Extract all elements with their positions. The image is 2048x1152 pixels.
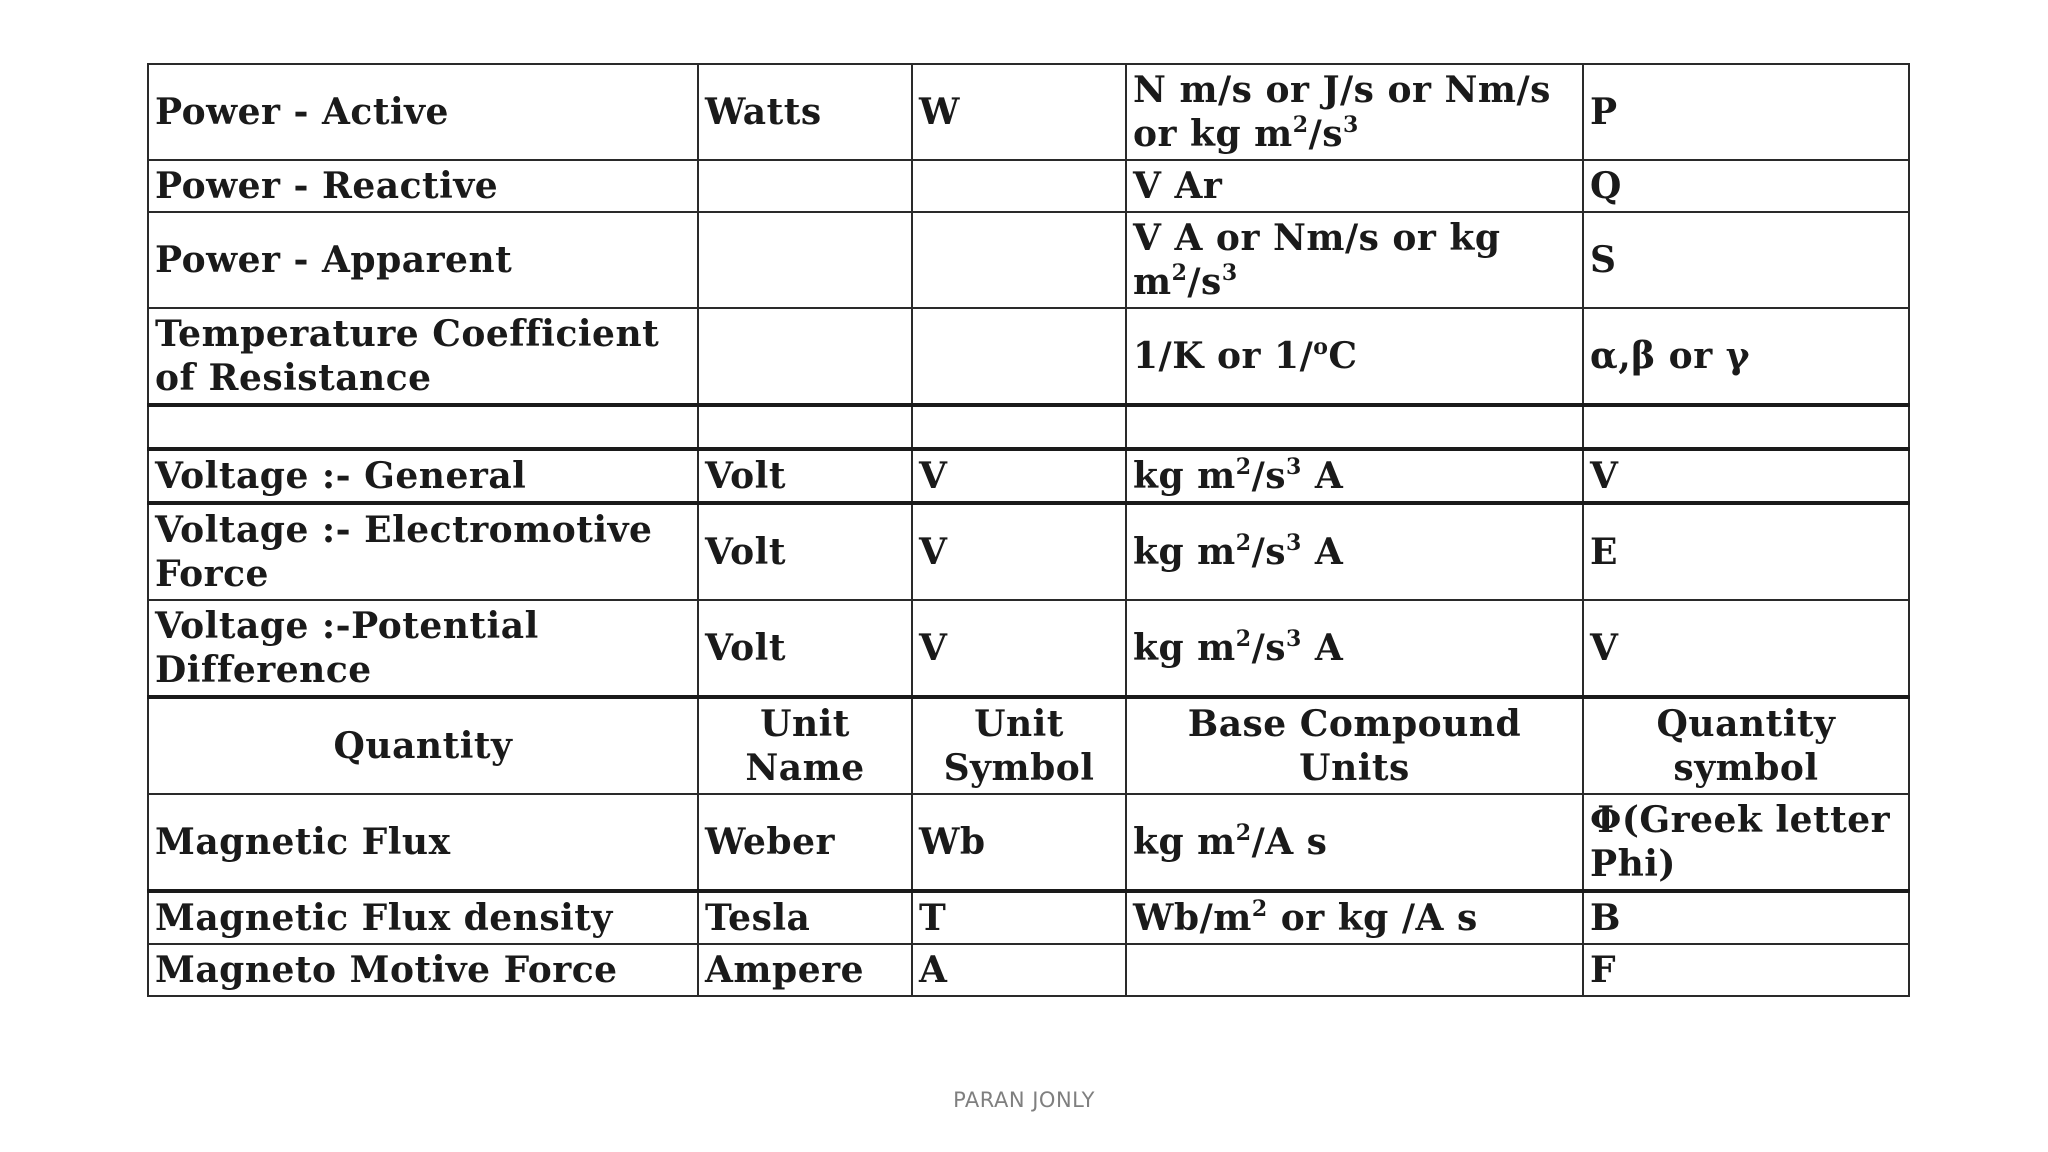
text-run: C: [1328, 335, 1358, 377]
superscript: 3: [1285, 454, 1302, 480]
unit-name-cell: Tesla: [698, 891, 912, 944]
quantity-cell: Quantity: [148, 697, 698, 794]
quantity-cell: Voltage :- General: [148, 449, 698, 503]
units-table-body: [148, 64, 1909, 996]
text-run: V A or Nm/s or kg: [1133, 217, 1501, 259]
text-run: A: [1301, 627, 1344, 669]
unit-name-cell: Weber: [698, 794, 912, 891]
text-run: /s: [1251, 531, 1286, 573]
unit-symbol-cell: V: [912, 449, 1126, 503]
superscript: 2: [1292, 112, 1309, 138]
table-row: [148, 891, 1909, 944]
quantity-cell: Power - Apparent: [148, 212, 698, 308]
quantity-cell: Power - Reactive: [148, 160, 698, 212]
table-header-row: [148, 697, 1909, 794]
base-units-cell: [1126, 600, 1583, 697]
superscript: 2: [1235, 820, 1252, 846]
unit-symbol-cell: V: [912, 600, 1126, 697]
superscript: 2: [1235, 530, 1252, 556]
base-units-cell: [1126, 449, 1583, 503]
superscript: 3: [1285, 626, 1302, 652]
superscript: 2: [1171, 260, 1188, 286]
base-units-cell: [1126, 160, 1583, 212]
unit-name-cell: Unit Name: [698, 697, 912, 794]
text-run: /s: [1308, 113, 1343, 155]
unit-name-cell: [698, 160, 912, 212]
quantity-symbol-cell: V: [1583, 449, 1909, 503]
unit-symbol-cell: V: [912, 503, 1126, 600]
text-run: kg m: [1133, 455, 1236, 497]
text-run: Wb/m: [1133, 897, 1252, 939]
unit-symbol-cell: [912, 308, 1126, 405]
superscript: 2: [1235, 626, 1252, 652]
table-row: [148, 449, 1909, 503]
table-row: [148, 600, 1909, 697]
unit-name-cell: Ampere: [698, 944, 912, 996]
table-row: [148, 308, 1909, 405]
quantity-cell: Temperature Coefficient of Resistance: [148, 308, 698, 405]
unit-name-cell: [698, 405, 912, 449]
unit-symbol-cell: A: [912, 944, 1126, 996]
quantity-cell: Magnetic Flux density: [148, 891, 698, 944]
unit-symbol-cell: Unit Symbol: [912, 697, 1126, 794]
unit-symbol-cell: [912, 160, 1126, 212]
superscript: 3: [1221, 260, 1238, 286]
units-table: [147, 63, 1910, 997]
quantity-cell: Voltage :-Potential Difference: [148, 600, 698, 697]
text-run: N m/s or J/s or Nm/s: [1133, 69, 1551, 111]
unit-symbol-cell: [912, 405, 1126, 449]
quantity-symbol-cell: Quantity symbol: [1583, 697, 1909, 794]
unit-name-cell: [698, 308, 912, 405]
quantity-symbol-cell: S: [1583, 212, 1909, 308]
quantity-symbol-cell: [1583, 405, 1909, 449]
table-row: [148, 405, 1909, 449]
base-units-cell: [1126, 64, 1583, 160]
text-run: or kg /A s: [1267, 897, 1478, 939]
text-run: kg m: [1133, 627, 1236, 669]
table-row: [148, 944, 1909, 996]
text-run: or kg m: [1133, 113, 1293, 155]
base-units-cell: [1126, 503, 1583, 600]
quantity-symbol-cell: Q: [1583, 160, 1909, 212]
quantity-symbol-cell: Φ(Greek letter Phi): [1583, 794, 1909, 891]
superscript: 2: [1235, 454, 1252, 480]
quantity-cell: Voltage :- Electromotive Force: [148, 503, 698, 600]
quantity-cell: Power - Active: [148, 64, 698, 160]
base-units-cell: [1126, 891, 1583, 944]
footer-author: PARAN JONLY: [953, 1088, 1095, 1112]
text-run: A: [1301, 531, 1344, 573]
table-row: [148, 212, 1909, 308]
quantity-cell: [148, 405, 698, 449]
quantity-symbol-cell: E: [1583, 503, 1909, 600]
text-run: /s: [1251, 627, 1286, 669]
unit-name-cell: Volt: [698, 600, 912, 697]
unit-symbol-cell: [912, 212, 1126, 308]
table-row: [148, 503, 1909, 600]
text-run: kg m: [1133, 531, 1236, 573]
text-run: m: [1133, 261, 1172, 303]
superscript: o: [1313, 334, 1329, 360]
unit-symbol-cell: W: [912, 64, 1126, 160]
text-run: /A s: [1251, 821, 1328, 863]
unit-name-cell: Watts: [698, 64, 912, 160]
base-units-cell: [1126, 697, 1583, 794]
quantity-symbol-cell: P: [1583, 64, 1909, 160]
unit-symbol-cell: T: [912, 891, 1126, 944]
quantity-symbol-cell: F: [1583, 944, 1909, 996]
superscript: 3: [1343, 112, 1359, 138]
text-run: V Ar: [1133, 165, 1223, 207]
quantity-cell: Magnetic Flux: [148, 794, 698, 891]
quantity-symbol-cell: B: [1583, 891, 1909, 944]
text-run: Base Compound: [1187, 703, 1522, 745]
quantity-cell: Magneto Motive Force: [148, 944, 698, 996]
base-units-cell: [1126, 212, 1583, 308]
base-units-cell: [1126, 794, 1583, 891]
base-units-cell: [1126, 405, 1583, 449]
table-row: [148, 160, 1909, 212]
unit-name-cell: [698, 212, 912, 308]
table-row: [148, 794, 1909, 891]
base-units-cell: [1126, 944, 1583, 996]
text-run: 1/K or 1/: [1133, 335, 1314, 377]
superscript: 2: [1251, 896, 1268, 922]
base-units-cell: [1126, 308, 1583, 405]
unit-name-cell: Volt: [698, 503, 912, 600]
quantity-symbol-cell: V: [1583, 600, 1909, 697]
text-run: kg m: [1133, 821, 1236, 863]
text-run: /s: [1251, 455, 1286, 497]
text-run: A: [1301, 455, 1344, 497]
text-run: /s: [1187, 261, 1222, 303]
quantity-symbol-cell: α,β or γ: [1583, 308, 1909, 405]
table-row: [148, 64, 1909, 160]
unit-symbol-cell: Wb: [912, 794, 1126, 891]
text-run: Units: [1299, 747, 1410, 789]
unit-name-cell: Volt: [698, 449, 912, 503]
superscript: 3: [1285, 530, 1302, 556]
